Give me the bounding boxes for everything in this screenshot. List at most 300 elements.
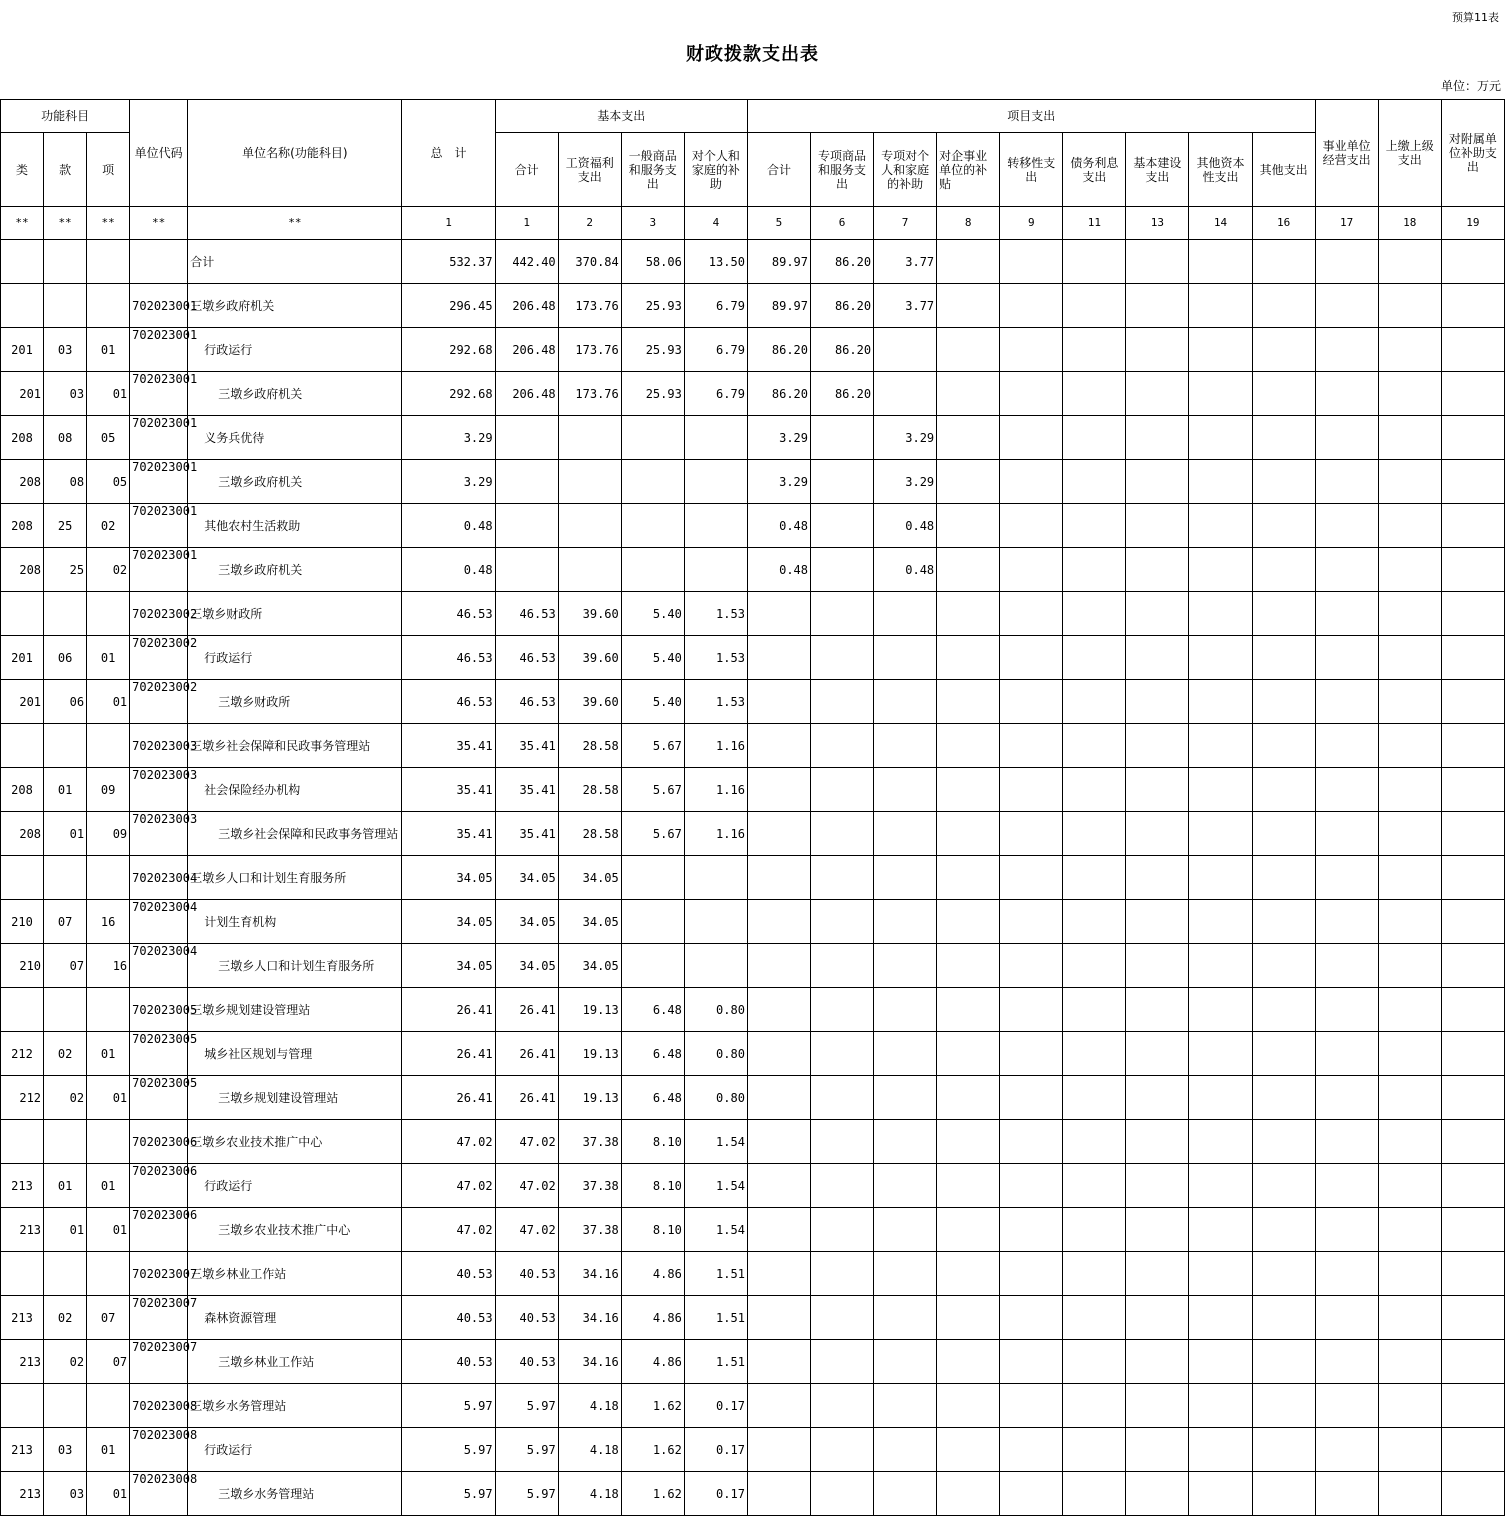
kuan-cell: 02 (44, 1076, 87, 1120)
table-row (1, 1032, 1505, 1076)
basic-expenditure-header: 基本支出 (495, 100, 747, 133)
unit-code-cell: 702023007 (130, 1252, 188, 1296)
unit-code-cell: 702023001 (130, 328, 188, 372)
unit-code-cell: 702023001 (130, 372, 188, 416)
empty-cell (937, 636, 1000, 680)
basic-goods-cell: 5.67 (621, 812, 684, 856)
empty-cell (1000, 328, 1063, 372)
project-subsidy-cell (874, 856, 937, 900)
kuan-cell: 02 (44, 1340, 87, 1384)
empty-cell (1315, 724, 1378, 768)
basic-wages-cell: 39.60 (558, 636, 621, 680)
empty-cell (1252, 372, 1315, 416)
basic-total-cell: 46.53 (495, 636, 558, 680)
empty-cell (1378, 504, 1441, 548)
project-subsidy-cell (874, 1428, 937, 1472)
empty-cell (937, 1120, 1000, 1164)
empty-cell (1063, 504, 1126, 548)
basic-subsidy-cell: 0.80 (684, 1032, 747, 1076)
empty-cell (1126, 1296, 1189, 1340)
empty-cell (1063, 460, 1126, 504)
empty-cell (1126, 328, 1189, 372)
table-row (1, 812, 1505, 856)
lei-cell (1, 1120, 44, 1164)
empty-cell (937, 1428, 1000, 1472)
empty-cell (1252, 548, 1315, 592)
empty-cell (937, 1208, 1000, 1252)
unit-name-cell: 三墩乡政府机关 (188, 284, 402, 328)
table-row (1, 680, 1505, 724)
xiang-cell (87, 592, 130, 636)
unit-code-cell: 702023007 (130, 1296, 188, 1340)
table-row (1, 1076, 1505, 1120)
empty-cell (1063, 812, 1126, 856)
unit-name-cell: 三墩乡人口和计划生育服务所 (188, 944, 402, 988)
total-cell: 34.05 (402, 900, 495, 944)
project-total-cell: 89.97 (747, 284, 810, 328)
empty-cell (1189, 1076, 1252, 1120)
lei-cell (1, 284, 44, 328)
empty-cell (1000, 504, 1063, 548)
basic-total-cell: 34.05 (495, 900, 558, 944)
unit-code-cell: 702023006 (130, 1164, 188, 1208)
project-goods-cell (811, 812, 874, 856)
project-subsidy-cell: 3.29 (874, 460, 937, 504)
upper-payment-header: 上缴上级支出 (1378, 100, 1441, 207)
empty-cell (1441, 636, 1504, 680)
unit-code-cell: 702023006 (130, 1208, 188, 1252)
empty-cell (1063, 1296, 1126, 1340)
unit-name-cell: 三墩乡规划建设管理站 (188, 988, 402, 1032)
basic-subsidy-cell: 0.17 (684, 1428, 747, 1472)
project-total-cell (747, 900, 810, 944)
empty-cell (1189, 416, 1252, 460)
column-index-cell: 14 (1189, 207, 1252, 240)
xiang-cell (87, 724, 130, 768)
xiang-cell (87, 1384, 130, 1428)
xiang-cell: 09 (87, 812, 130, 856)
empty-cell (1441, 284, 1504, 328)
column-index-cell: 9 (1000, 207, 1063, 240)
project-total-cell (747, 1252, 810, 1296)
basic-total-cell (495, 548, 558, 592)
project-subsidy-cell (874, 372, 937, 416)
project-total-cell (747, 1208, 810, 1252)
empty-cell (1441, 372, 1504, 416)
unit-label: 单位：万元 (1440, 79, 1501, 93)
empty-cell (1000, 1296, 1063, 1340)
table-row (1, 1164, 1505, 1208)
basic-subsidy-cell: 1.53 (684, 592, 747, 636)
lei-cell: 201 (1, 372, 44, 416)
empty-cell (1378, 416, 1441, 460)
basic-goods-cell: 8.10 (621, 1120, 684, 1164)
unit-code-cell: 702023007 (130, 1340, 188, 1384)
empty-cell (1252, 680, 1315, 724)
basic-subsidy-cell (684, 548, 747, 592)
basic-total-cell: 26.41 (495, 1032, 558, 1076)
project-subsidy-cell (874, 328, 937, 372)
empty-cell (1378, 988, 1441, 1032)
lei-cell: 208 (1, 416, 44, 460)
empty-cell (1189, 1032, 1252, 1076)
empty-cell (1126, 636, 1189, 680)
empty-cell (937, 1472, 1000, 1516)
basic-total-cell: 40.53 (495, 1252, 558, 1296)
basic-wages-cell: 34.05 (558, 900, 621, 944)
project-construction-header: 基本建设支出 (1126, 133, 1189, 207)
basic-subsidy-cell (684, 856, 747, 900)
project-subsidy-cell (874, 724, 937, 768)
project-goods-cell (811, 856, 874, 900)
project-goods-cell (811, 460, 874, 504)
empty-cell (1063, 1384, 1126, 1428)
column-index-cell: 18 (1378, 207, 1441, 240)
unit-name-cell: 三墩乡政府机关 (188, 548, 402, 592)
unit-code-cell: 702023006 (130, 1120, 188, 1164)
empty-cell (1315, 900, 1378, 944)
unit-code-cell: 702023001 (130, 416, 188, 460)
unit-name-cell: 社会保险经办机构 (188, 768, 402, 812)
empty-cell (1252, 1120, 1315, 1164)
total-cell: 5.97 (402, 1472, 495, 1516)
empty-cell (1378, 724, 1441, 768)
empty-cell (937, 1296, 1000, 1340)
table-row (1, 460, 1505, 504)
kuan-cell: 08 (44, 416, 87, 460)
unit-code-cell: 702023005 (130, 1076, 188, 1120)
xiang-cell (87, 1252, 130, 1296)
empty-cell (1063, 1252, 1126, 1296)
empty-cell (1126, 416, 1189, 460)
kuan-cell: 07 (44, 900, 87, 944)
lei-cell (1, 724, 44, 768)
empty-cell (1126, 372, 1189, 416)
basic-subsidy-cell: 6.79 (684, 328, 747, 372)
column-index-cell: 1 (495, 207, 558, 240)
empty-cell (1252, 1076, 1315, 1120)
total-cell: 3.29 (402, 460, 495, 504)
empty-cell (937, 460, 1000, 504)
table-row (1, 504, 1505, 548)
empty-cell (1000, 592, 1063, 636)
xiang-cell (87, 856, 130, 900)
column-index-cell: 11 (1063, 207, 1126, 240)
lei-cell (1, 1384, 44, 1428)
empty-cell (1189, 1428, 1252, 1472)
empty-cell (1126, 284, 1189, 328)
empty-cell (1063, 680, 1126, 724)
empty-cell (1441, 680, 1504, 724)
project-subsidy-cell (874, 1296, 937, 1340)
xiang-cell: 01 (87, 636, 130, 680)
basic-total-cell: 47.02 (495, 1120, 558, 1164)
empty-cell (937, 504, 1000, 548)
basic-total-cell: 47.02 (495, 1208, 558, 1252)
unit-code-cell: 702023008 (130, 1472, 188, 1516)
empty-cell (1189, 856, 1252, 900)
project-subsidy-cell (874, 1252, 937, 1296)
kuan-cell (44, 724, 87, 768)
table-row (1, 416, 1505, 460)
table-row (1, 768, 1505, 812)
project-subsidy-cell (874, 1208, 937, 1252)
empty-cell (937, 812, 1000, 856)
xiang-cell: 01 (87, 1428, 130, 1472)
kuan-cell: 07 (44, 944, 87, 988)
project-total-cell (747, 1120, 810, 1164)
column-index-cell: 17 (1315, 207, 1378, 240)
basic-subsidy-cell: 1.54 (684, 1120, 747, 1164)
lei-cell: 212 (1, 1076, 44, 1120)
empty-cell (1063, 1076, 1126, 1120)
table-row (1, 636, 1505, 680)
lei-cell: 213 (1, 1296, 44, 1340)
basic-wages-cell (558, 504, 621, 548)
kuan-cell: 03 (44, 372, 87, 416)
column-index-cell: ** (188, 207, 402, 240)
basic-subsidy-cell: 0.17 (684, 1472, 747, 1516)
table-row (1, 592, 1505, 636)
table-row (1, 900, 1505, 944)
column-index-cell: 19 (1441, 207, 1504, 240)
basic-total-cell: 5.97 (495, 1428, 558, 1472)
total-cell: 292.68 (402, 328, 495, 372)
empty-cell (1126, 240, 1189, 284)
empty-cell (1378, 460, 1441, 504)
empty-cell (1189, 1296, 1252, 1340)
basic-wages-cell: 34.16 (558, 1340, 621, 1384)
basic-goods-cell (621, 460, 684, 504)
xiang-cell: 01 (87, 1076, 130, 1120)
empty-cell (1252, 592, 1315, 636)
empty-cell (1315, 1296, 1378, 1340)
basic-goods-cell: 8.10 (621, 1208, 684, 1252)
empty-cell (1063, 768, 1126, 812)
kuan-cell (44, 1252, 87, 1296)
basic-goods-cell: 1.62 (621, 1428, 684, 1472)
total-cell: 34.05 (402, 944, 495, 988)
empty-cell (1441, 328, 1504, 372)
lei-cell: 201 (1, 680, 44, 724)
kuan-cell: 01 (44, 1208, 87, 1252)
lei-cell: 208 (1, 460, 44, 504)
project-subsidy-cell (874, 636, 937, 680)
lei-cell: 208 (1, 812, 44, 856)
empty-cell (1189, 768, 1252, 812)
empty-cell (1189, 460, 1252, 504)
expenditure-table (0, 99, 1505, 1516)
unit-code-cell: 702023001 (130, 548, 188, 592)
empty-cell (1063, 1032, 1126, 1076)
empty-cell (1252, 1384, 1315, 1428)
table-row (1, 240, 1505, 284)
basic-goods-cell: 1.62 (621, 1384, 684, 1428)
table-body (1, 240, 1505, 1516)
empty-cell (1000, 416, 1063, 460)
total-cell: 47.02 (402, 1120, 495, 1164)
empty-cell (1441, 1076, 1504, 1120)
total-cell: 26.41 (402, 1076, 495, 1120)
xiang-cell: 01 (87, 1208, 130, 1252)
empty-cell (937, 284, 1000, 328)
xiang-cell: 07 (87, 1340, 130, 1384)
unit-name-cell: 森林资源管理 (188, 1296, 402, 1340)
table-row (1, 372, 1505, 416)
basic-total-cell: 34.05 (495, 944, 558, 988)
empty-cell (1315, 856, 1378, 900)
empty-cell (1441, 1208, 1504, 1252)
basic-subsidy-cell: 1.54 (684, 1208, 747, 1252)
xiang-cell (87, 1120, 130, 1164)
kuan-cell (44, 592, 87, 636)
project-total-cell: 86.20 (747, 328, 810, 372)
kuan-cell (44, 240, 87, 284)
empty-cell (1441, 988, 1504, 1032)
empty-cell (1252, 856, 1315, 900)
basic-wages-cell: 39.60 (558, 592, 621, 636)
basic-wages-cell (558, 416, 621, 460)
empty-cell (1063, 1120, 1126, 1164)
empty-cell (1441, 1340, 1504, 1384)
empty-cell (1378, 1164, 1441, 1208)
empty-cell (1126, 1428, 1189, 1472)
unit-code-cell: 702023003 (130, 812, 188, 856)
basic-goods-cell (621, 416, 684, 460)
empty-cell (1252, 1472, 1315, 1516)
project-subsidy-cell (874, 988, 937, 1032)
empty-cell (937, 592, 1000, 636)
column-index-cell: ** (44, 207, 87, 240)
empty-cell (1441, 504, 1504, 548)
empty-cell (937, 988, 1000, 1032)
empty-cell (937, 680, 1000, 724)
empty-cell (1315, 944, 1378, 988)
kuan-cell: 08 (44, 460, 87, 504)
empty-cell (1378, 636, 1441, 680)
empty-cell (937, 240, 1000, 284)
empty-cell (1315, 1208, 1378, 1252)
table-row (1, 944, 1505, 988)
lei-cell (1, 240, 44, 284)
project-goods-cell (811, 1472, 874, 1516)
empty-cell (937, 944, 1000, 988)
empty-cell (1126, 1340, 1189, 1384)
kuan-cell: 25 (44, 548, 87, 592)
empty-cell (1126, 1164, 1189, 1208)
project-total-cell: 3.29 (747, 460, 810, 504)
empty-cell (1000, 284, 1063, 328)
project-goods-cell: 86.20 (811, 328, 874, 372)
basic-goods-cell: 4.86 (621, 1296, 684, 1340)
lei-cell: 208 (1, 504, 44, 548)
project-subsidy-cell (874, 812, 937, 856)
total-cell: 0.48 (402, 504, 495, 548)
basic-wages-cell: 28.58 (558, 812, 621, 856)
empty-cell (937, 1076, 1000, 1120)
empty-cell (1378, 1428, 1441, 1472)
empty-cell (1126, 988, 1189, 1032)
basic-wages-cell: 370.84 (558, 240, 621, 284)
table-row (1, 1296, 1505, 1340)
project-goods-cell (811, 592, 874, 636)
basic-total-cell: 35.41 (495, 724, 558, 768)
unit-code-cell: 702023002 (130, 592, 188, 636)
empty-cell (1252, 504, 1315, 548)
empty-cell (1315, 240, 1378, 284)
basic-total-cell: 46.53 (495, 680, 558, 724)
table-row (1, 328, 1505, 372)
empty-cell (1000, 680, 1063, 724)
total-cell: 5.97 (402, 1384, 495, 1428)
empty-cell (1189, 1472, 1252, 1516)
column-index-cell: ** (130, 207, 188, 240)
project-goods-cell: 86.20 (811, 372, 874, 416)
empty-cell (1441, 592, 1504, 636)
xiang-cell (87, 988, 130, 1032)
lei-cell: 213 (1, 1428, 44, 1472)
lei-cell: 208 (1, 548, 44, 592)
empty-cell (1441, 1472, 1504, 1516)
empty-cell (1315, 1428, 1378, 1472)
empty-cell (937, 856, 1000, 900)
project-total-cell (747, 1164, 810, 1208)
empty-cell (1000, 372, 1063, 416)
project-subsidy-cell (874, 1472, 937, 1516)
kuan-cell: 01 (44, 812, 87, 856)
project-subsidy-cell (874, 944, 937, 988)
project-goods-cell (811, 1208, 874, 1252)
basic-wages-cell: 28.58 (558, 724, 621, 768)
lei-cell: 201 (1, 328, 44, 372)
empty-cell (1189, 504, 1252, 548)
empty-cell (1441, 416, 1504, 460)
empty-cell (1000, 1032, 1063, 1076)
project-total-cell (747, 1296, 810, 1340)
project-enterprise-header: 对企事业单位的补贴 (937, 133, 1000, 207)
total-cell: 35.41 (402, 768, 495, 812)
empty-cell (1252, 416, 1315, 460)
basic-subsidy-cell (684, 504, 747, 548)
project-total-cell (747, 1340, 810, 1384)
unit-name-cell: 三墩乡水务管理站 (188, 1384, 402, 1428)
empty-cell (1063, 944, 1126, 988)
unit-code-cell: 702023002 (130, 636, 188, 680)
empty-cell (937, 1384, 1000, 1428)
empty-cell (1063, 240, 1126, 284)
empty-cell (1315, 284, 1378, 328)
basic-goods-cell: 6.48 (621, 1076, 684, 1120)
unit-code-cell: 702023008 (130, 1384, 188, 1428)
empty-cell (1126, 812, 1189, 856)
business-ops-header: 事业单位经营支出 (1315, 100, 1378, 207)
column-index-cell: ** (1, 207, 44, 240)
xiang-cell: 16 (87, 944, 130, 988)
empty-cell (1063, 724, 1126, 768)
kuan-cell: 06 (44, 636, 87, 680)
project-subsidy-cell (874, 592, 937, 636)
empty-cell (1000, 460, 1063, 504)
empty-cell (1189, 1340, 1252, 1384)
empty-cell (1441, 1384, 1504, 1428)
total-cell: 35.41 (402, 724, 495, 768)
basic-total-header: 合计 (495, 133, 558, 207)
kuan-cell: 25 (44, 504, 87, 548)
project-total-cell (747, 988, 810, 1032)
project-subsidy-cell: 3.29 (874, 416, 937, 460)
project-subsidy-cell (874, 1164, 937, 1208)
empty-cell (1189, 724, 1252, 768)
